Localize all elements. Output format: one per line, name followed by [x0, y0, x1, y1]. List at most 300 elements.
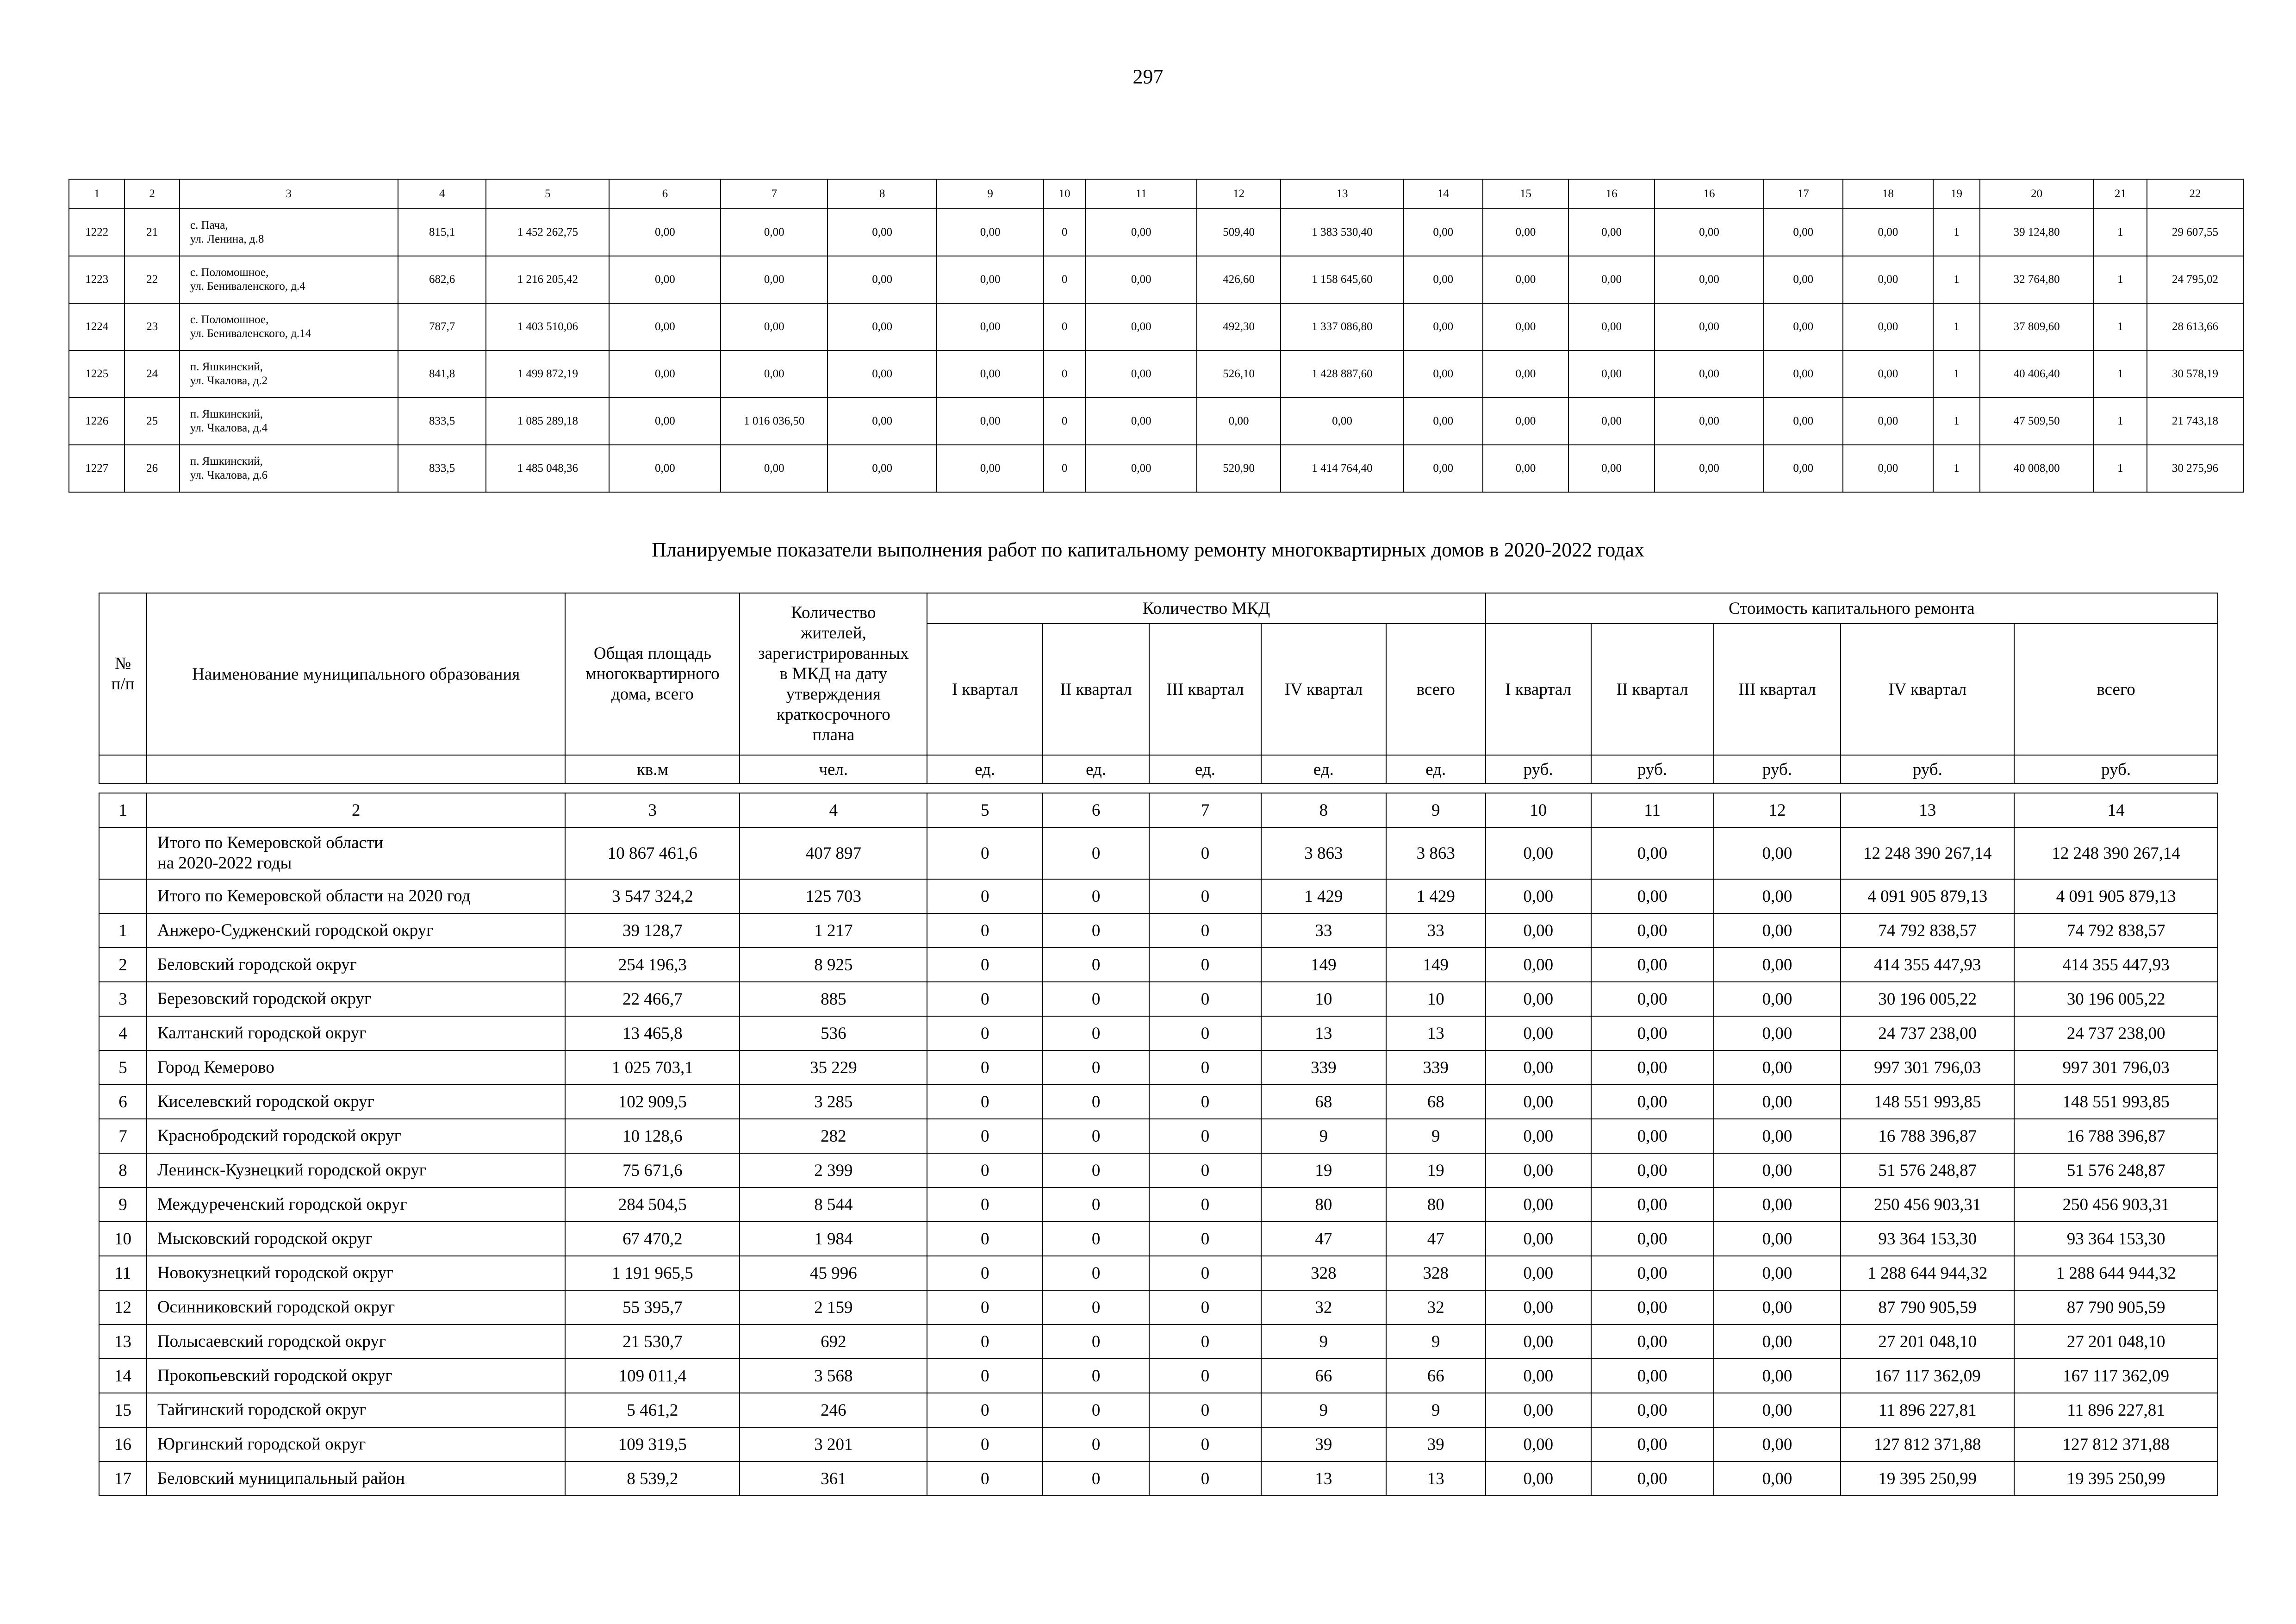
value-cell: 10 867 461,6	[565, 827, 740, 879]
value-cell: 0,00	[1714, 948, 1841, 982]
cell-line: п. Яшкинский,	[190, 408, 263, 420]
value-cell: 1	[2094, 398, 2147, 445]
value-cell: 3 863	[1261, 827, 1386, 879]
row-global-number: 1222	[69, 209, 124, 256]
upper-col-number: 20	[1980, 179, 2094, 209]
value-cell: 0,00	[1486, 1290, 1591, 1324]
header-mkd-count-group: Количество МКД	[927, 593, 1485, 624]
value-cell: 47	[1386, 1222, 1486, 1256]
value-cell: 10	[1386, 982, 1486, 1016]
value-cell: 4 091 905 879,13	[1841, 879, 2014, 913]
upper-col-number: 3	[180, 179, 398, 209]
municipality-row	[99, 1016, 2218, 1050]
municipality-name: Тайгинский городской округ	[147, 1393, 566, 1427]
value-cell: 0,00	[609, 209, 721, 256]
value-cell: 0,00	[1404, 445, 1483, 492]
value-cell: 0,00	[1764, 445, 1843, 492]
value-cell: 9	[1261, 1324, 1386, 1359]
value-cell: 3 568	[740, 1359, 927, 1393]
upper-col-number: 21	[2094, 179, 2147, 209]
upper-col-number: 6	[609, 179, 721, 209]
value-cell: 0,00	[1085, 350, 1197, 398]
header-municipality-name: Наименование муниципального образования	[147, 593, 566, 755]
municipality-row	[99, 1119, 2218, 1153]
value-cell: 0	[1043, 1222, 1149, 1256]
header-total-area: Общая площадь многоквартирного дома, всего	[565, 593, 740, 755]
value-cell: 361	[740, 1462, 927, 1496]
lower-table	[99, 593, 2218, 1496]
value-cell: 39	[1386, 1427, 1486, 1462]
value-cell: 0	[927, 1187, 1043, 1222]
value-cell: 0,00	[1714, 1016, 1841, 1050]
value-cell: 0,00	[1486, 1153, 1591, 1187]
value-cell: 0,00	[1655, 209, 1764, 256]
value-cell: 19	[1386, 1153, 1486, 1187]
unit-cost-total: руб.	[2014, 755, 2218, 784]
value-cell: 0	[1149, 879, 1261, 913]
address-cell	[180, 256, 398, 303]
municipality-name: Прокопьевский городской округ	[147, 1359, 566, 1393]
value-cell: 0	[1044, 256, 1085, 303]
value-cell: 0	[1149, 1256, 1261, 1290]
value-cell: 0	[1149, 1222, 1261, 1256]
value-cell: 167 117 362,09	[2014, 1359, 2218, 1393]
value-cell: 13	[1261, 1016, 1386, 1050]
value-cell: 35 229	[740, 1050, 927, 1085]
municipality-name: Полысаевский городской округ	[147, 1324, 566, 1359]
value-cell: 0,00	[1591, 1050, 1714, 1085]
value-cell: 0	[927, 1222, 1043, 1256]
row-number	[99, 879, 147, 913]
header-cost-q1: I квартал	[1486, 624, 1591, 755]
value-cell: 997 301 796,03	[1841, 1050, 2014, 1085]
value-cell: 0,00	[1486, 879, 1591, 913]
value-cell: 30 196 005,22	[1841, 982, 2014, 1016]
column-number: 10	[1486, 793, 1591, 827]
column-number: 9	[1386, 793, 1486, 827]
value-cell: 0	[927, 948, 1043, 982]
value-cell: 0,00	[1843, 445, 1934, 492]
value-cell: 33	[1261, 913, 1386, 948]
row-number: 9	[99, 1187, 147, 1222]
upper-col-number: 5	[486, 179, 609, 209]
value-cell: 520,90	[1197, 445, 1281, 492]
row-local-number: 23	[124, 303, 179, 350]
value-cell: 0,00	[1655, 303, 1764, 350]
value-cell: 45 996	[740, 1256, 927, 1290]
value-cell: 1 403 510,06	[486, 303, 609, 350]
header-cost-q4: IV квартал	[1841, 624, 2014, 755]
value-cell: 250 456 903,31	[2014, 1187, 2218, 1222]
value-cell: 0,00	[1085, 256, 1197, 303]
upper-table-row	[69, 256, 2243, 303]
cell-line: ул. Ленина, д.8	[190, 233, 264, 245]
value-cell: 833,5	[398, 398, 486, 445]
value-cell: 0	[1149, 1427, 1261, 1462]
value-cell: 13	[1261, 1462, 1386, 1496]
value-cell: 33	[1386, 913, 1486, 948]
value-cell: 24 737 238,00	[1841, 1016, 2014, 1050]
row-number: 14	[99, 1359, 147, 1393]
value-cell: 0	[1043, 1153, 1149, 1187]
unit-residents: чел.	[740, 755, 927, 784]
value-cell: 9	[1386, 1324, 1486, 1359]
value-cell: 24 795,02	[2147, 256, 2243, 303]
value-cell: 9	[1261, 1393, 1386, 1427]
value-cell: 0	[1149, 1050, 1261, 1085]
value-cell: 997 301 796,03	[2014, 1050, 2218, 1085]
header-residents: Количество жителей, зарегистрированных в МКД на дату утверждения краткосрочного плана	[740, 593, 927, 755]
value-cell: 29 607,55	[2147, 209, 2243, 256]
upper-table-row	[69, 303, 2243, 350]
unit-cost-q2: руб.	[1591, 755, 1714, 784]
value-cell: 102 909,5	[565, 1085, 740, 1119]
value-cell: 0	[1043, 1324, 1149, 1359]
value-cell: 0	[1043, 1016, 1149, 1050]
value-cell: 0	[1043, 948, 1149, 982]
value-cell: 339	[1386, 1050, 1486, 1085]
value-cell: 3 547 324,2	[565, 879, 740, 913]
value-cell: 93 364 153,30	[1841, 1222, 2014, 1256]
value-cell: 0	[1043, 1290, 1149, 1324]
value-cell: 0,00	[1486, 1119, 1591, 1153]
value-cell: 87 790 905,59	[2014, 1290, 2218, 1324]
value-cell: 1 383 530,40	[1281, 209, 1404, 256]
value-cell: 0,00	[1568, 445, 1655, 492]
column-number: 12	[1714, 793, 1841, 827]
value-cell: 127 812 371,88	[1841, 1427, 2014, 1462]
value-cell: 0	[1149, 1359, 1261, 1393]
upper-col-number: 11	[1085, 179, 1197, 209]
municipality-row	[99, 1050, 2218, 1085]
value-cell: 0	[927, 1016, 1043, 1050]
value-cell: 0,00	[1486, 1462, 1591, 1496]
value-cell: 0,00	[1714, 1187, 1841, 1222]
value-cell: 19	[1261, 1153, 1386, 1187]
municipality-name: Мысковский городской округ	[147, 1222, 566, 1256]
value-cell: 0,00	[1404, 256, 1483, 303]
value-cell: 4 091 905 879,13	[2014, 879, 2218, 913]
value-cell: 0,00	[1764, 350, 1843, 398]
value-cell: 0	[1149, 1290, 1261, 1324]
value-cell: 426,60	[1197, 256, 1281, 303]
value-cell: 0	[927, 827, 1043, 879]
value-cell: 1	[1933, 445, 1979, 492]
upper-table-header-row	[69, 179, 2243, 209]
header-cost-q2: II квартал	[1591, 624, 1714, 755]
value-cell: 0,00	[1568, 303, 1655, 350]
municipality-name: Березовский городской округ	[147, 982, 566, 1016]
value-cell: 74 792 838,57	[1841, 913, 2014, 948]
value-cell: 0,00	[1568, 350, 1655, 398]
value-cell: 0,00	[1483, 256, 1569, 303]
municipality-row	[99, 1393, 2218, 1427]
value-cell: 0	[927, 879, 1043, 913]
value-cell: 87 790 905,59	[1841, 1290, 2014, 1324]
value-cell: 32	[1386, 1290, 1486, 1324]
value-cell: 3 285	[740, 1085, 927, 1119]
row-local-number: 22	[124, 256, 179, 303]
column-number: 4	[740, 793, 927, 827]
value-cell: 536	[740, 1016, 927, 1050]
value-cell: 0	[927, 1153, 1043, 1187]
upper-col-number: 1	[69, 179, 124, 209]
row-local-number: 24	[124, 350, 179, 398]
value-cell: 0,00	[1568, 398, 1655, 445]
value-cell: 0	[927, 913, 1043, 948]
value-cell: 0,00	[1714, 1290, 1841, 1324]
column-numbers-row	[99, 793, 2218, 827]
value-cell: 0,00	[1591, 1187, 1714, 1222]
value-cell: 0	[1044, 350, 1085, 398]
row-number: 13	[99, 1324, 147, 1359]
upper-col-number: 22	[2147, 179, 2243, 209]
value-cell: 0	[1149, 948, 1261, 982]
value-cell: 40 008,00	[1980, 445, 2094, 492]
column-number: 5	[927, 793, 1043, 827]
cell-line: ул. Бениваленского, д.4	[190, 280, 305, 293]
unit-mkd-total: ед.	[1386, 755, 1486, 784]
value-cell: 0	[1044, 209, 1085, 256]
value-cell: 328	[1386, 1256, 1486, 1290]
value-cell: 32 764,80	[1980, 256, 2094, 303]
value-cell: 13	[1386, 1016, 1486, 1050]
row-local-number: 21	[124, 209, 179, 256]
value-cell: 0,00	[1714, 1324, 1841, 1359]
value-cell: 0,00	[828, 256, 937, 303]
value-cell: 0,00	[1764, 209, 1843, 256]
value-cell: 0,00	[1714, 1359, 1841, 1393]
value-cell: 0	[1044, 445, 1085, 492]
value-cell: 1	[1933, 303, 1979, 350]
value-cell: 0	[927, 1085, 1043, 1119]
row-global-number: 1226	[69, 398, 124, 445]
value-cell: 0,00	[828, 350, 937, 398]
value-cell: 0,00	[609, 445, 721, 492]
value-cell: 0,00	[1591, 1324, 1714, 1359]
value-cell: 0,00	[1486, 1085, 1591, 1119]
value-cell: 1 429	[1386, 879, 1486, 913]
municipality-name: Новокузнецкий городской округ	[147, 1256, 566, 1290]
value-cell: 0,00	[1714, 1256, 1841, 1290]
value-cell: 0,00	[1591, 1427, 1714, 1462]
value-cell: 0,00	[1591, 948, 1714, 982]
value-cell: 0,00	[1591, 913, 1714, 948]
cell-line: на 2020-2022 годы	[157, 854, 292, 873]
column-number: 11	[1591, 793, 1714, 827]
value-cell: 28 613,66	[2147, 303, 2243, 350]
value-cell: 0,00	[1085, 445, 1197, 492]
value-cell: 0,00	[1714, 1153, 1841, 1187]
value-cell: 0,00	[1714, 1222, 1841, 1256]
unit-blank-name	[147, 755, 566, 784]
value-cell: 0,00	[1281, 398, 1404, 445]
municipality-row	[99, 1427, 2218, 1462]
value-cell: 0	[927, 1290, 1043, 1324]
value-cell: 39 124,80	[1980, 209, 2094, 256]
upper-table	[68, 179, 2244, 493]
value-cell: 12 248 390 267,14	[1841, 827, 2014, 879]
row-number: 3	[99, 982, 147, 1016]
value-cell: 24 737 238,00	[2014, 1016, 2218, 1050]
value-cell: 125 703	[740, 879, 927, 913]
value-cell: 109 319,5	[565, 1427, 740, 1462]
value-cell: 0,00	[1197, 398, 1281, 445]
row-number: 17	[99, 1462, 147, 1496]
value-cell: 492,30	[1197, 303, 1281, 350]
value-cell: 0,00	[1843, 303, 1934, 350]
municipality-name	[147, 827, 566, 879]
header-cost-total: всего	[2014, 624, 2218, 755]
value-cell: 0	[1043, 1393, 1149, 1427]
row-global-number: 1227	[69, 445, 124, 492]
value-cell: 1	[2094, 303, 2147, 350]
value-cell: 0,00	[1591, 879, 1714, 913]
value-cell: 414 355 447,93	[1841, 948, 2014, 982]
value-cell: 30 578,19	[2147, 350, 2243, 398]
value-cell: 509,40	[1197, 209, 1281, 256]
value-cell: 0,00	[1483, 350, 1569, 398]
value-cell: 74 792 838,57	[2014, 913, 2218, 948]
row-global-number: 1225	[69, 350, 124, 398]
cell-line: ул. Чкалова, д.4	[190, 422, 268, 434]
row-number: 2	[99, 948, 147, 982]
value-cell: 0	[1043, 1256, 1149, 1290]
municipality-name: Беловский муниципальный район	[147, 1462, 566, 1496]
row-number: 5	[99, 1050, 147, 1085]
value-cell: 284 504,5	[565, 1187, 740, 1222]
row-number: 12	[99, 1290, 147, 1324]
upper-col-number: 4	[398, 179, 486, 209]
municipality-name: Калтанский городской округ	[147, 1016, 566, 1050]
column-number: 2	[147, 793, 566, 827]
value-cell: 0,00	[1486, 1050, 1591, 1085]
value-cell: 0,00	[1404, 209, 1483, 256]
value-cell: 1 429	[1261, 879, 1386, 913]
value-cell: 246	[740, 1393, 927, 1427]
value-cell: 80	[1261, 1187, 1386, 1222]
row-number	[99, 827, 147, 879]
value-cell: 0,00	[721, 256, 828, 303]
row-number: 15	[99, 1393, 147, 1427]
value-cell: 0,00	[937, 209, 1044, 256]
value-cell: 68	[1261, 1085, 1386, 1119]
value-cell: 19 395 250,99	[1841, 1462, 2014, 1496]
value-cell: 0	[1149, 1393, 1261, 1427]
value-cell: 0,00	[1085, 209, 1197, 256]
upper-table-row	[69, 350, 2243, 398]
value-cell: 0,00	[937, 398, 1044, 445]
municipality-row	[99, 1324, 2218, 1359]
value-cell: 9	[1386, 1119, 1486, 1153]
value-cell: 0,00	[1764, 398, 1843, 445]
value-cell: 0,00	[1486, 1324, 1591, 1359]
value-cell: 66	[1386, 1359, 1486, 1393]
address-cell	[180, 398, 398, 445]
municipality-row	[99, 982, 2218, 1016]
value-cell: 1	[2094, 256, 2147, 303]
value-cell: 9	[1386, 1393, 1486, 1427]
value-cell: 0	[1043, 1187, 1149, 1222]
value-cell: 47	[1261, 1222, 1386, 1256]
cell-line: с. Пача,	[190, 219, 228, 231]
address-cell	[180, 350, 398, 398]
municipality-name: Анжеро-Судженский городской округ	[147, 913, 566, 948]
value-cell: 0,00	[609, 303, 721, 350]
value-cell: 0,00	[1591, 1085, 1714, 1119]
value-cell: 0,00	[1591, 1462, 1714, 1496]
value-cell: 0	[1043, 1050, 1149, 1085]
value-cell: 0	[1149, 827, 1261, 879]
value-cell: 0,00	[1764, 303, 1843, 350]
value-cell: 0,00	[828, 303, 937, 350]
value-cell: 2 159	[740, 1290, 927, 1324]
value-cell: 407 897	[740, 827, 927, 879]
address-cell	[180, 445, 398, 492]
header-mkd-q3: III квартал	[1149, 624, 1261, 755]
value-cell: 1 085 289,18	[486, 398, 609, 445]
value-cell: 1	[2094, 209, 2147, 256]
cell-line: с. Поломошное,	[190, 313, 269, 326]
value-cell: 0,00	[1486, 948, 1591, 982]
column-number: 7	[1149, 793, 1261, 827]
value-cell: 0,00	[1591, 1359, 1714, 1393]
upper-col-number: 17	[1764, 179, 1843, 209]
value-cell: 841,8	[398, 350, 486, 398]
value-cell: 0	[1043, 1119, 1149, 1153]
row-number: 7	[99, 1119, 147, 1153]
municipality-row	[99, 1085, 2218, 1119]
upper-col-number: 7	[721, 179, 828, 209]
municipality-name: Итого по Кемеровской области на 2020 год	[147, 879, 566, 913]
unit-cost-q4: руб.	[1841, 755, 2014, 784]
municipality-name: Киселевский городской округ	[147, 1085, 566, 1119]
upper-col-number: 14	[1404, 179, 1483, 209]
value-cell: 0,00	[1714, 982, 1841, 1016]
value-cell: 0,00	[937, 303, 1044, 350]
value-cell: 0,00	[1085, 398, 1197, 445]
value-cell: 1 025 703,1	[565, 1050, 740, 1085]
cell-line: п. Яшкинский,	[190, 361, 263, 373]
unit-mkd-q1: ед.	[927, 755, 1043, 784]
value-cell: 0,00	[721, 350, 828, 398]
page-number: 297	[1132, 65, 1164, 88]
value-cell: 682,6	[398, 256, 486, 303]
unit-blank-number	[99, 755, 147, 784]
value-cell: 3 863	[1386, 827, 1486, 879]
value-cell: 1 216 205,42	[486, 256, 609, 303]
row-number: 16	[99, 1427, 147, 1462]
value-cell: 0,00	[1714, 1085, 1841, 1119]
municipality-name: Город Кемерово	[147, 1050, 566, 1085]
municipality-row	[99, 1359, 2218, 1393]
value-cell: 1 337 086,80	[1281, 303, 1404, 350]
row-global-number: 1224	[69, 303, 124, 350]
upper-table-row	[69, 209, 2243, 256]
value-cell: 0,00	[1404, 303, 1483, 350]
value-cell: 0,00	[1843, 209, 1934, 256]
value-cell: 0,00	[1714, 879, 1841, 913]
municipality-row	[99, 1187, 2218, 1222]
row-number: 6	[99, 1085, 147, 1119]
value-cell: 885	[740, 982, 927, 1016]
value-cell: 0	[1043, 1427, 1149, 1462]
value-cell: 75 671,6	[565, 1153, 740, 1187]
value-cell: 0,00	[1085, 303, 1197, 350]
upper-col-number: 10	[1044, 179, 1085, 209]
value-cell: 2 399	[740, 1153, 927, 1187]
value-cell: 0,00	[1486, 982, 1591, 1016]
